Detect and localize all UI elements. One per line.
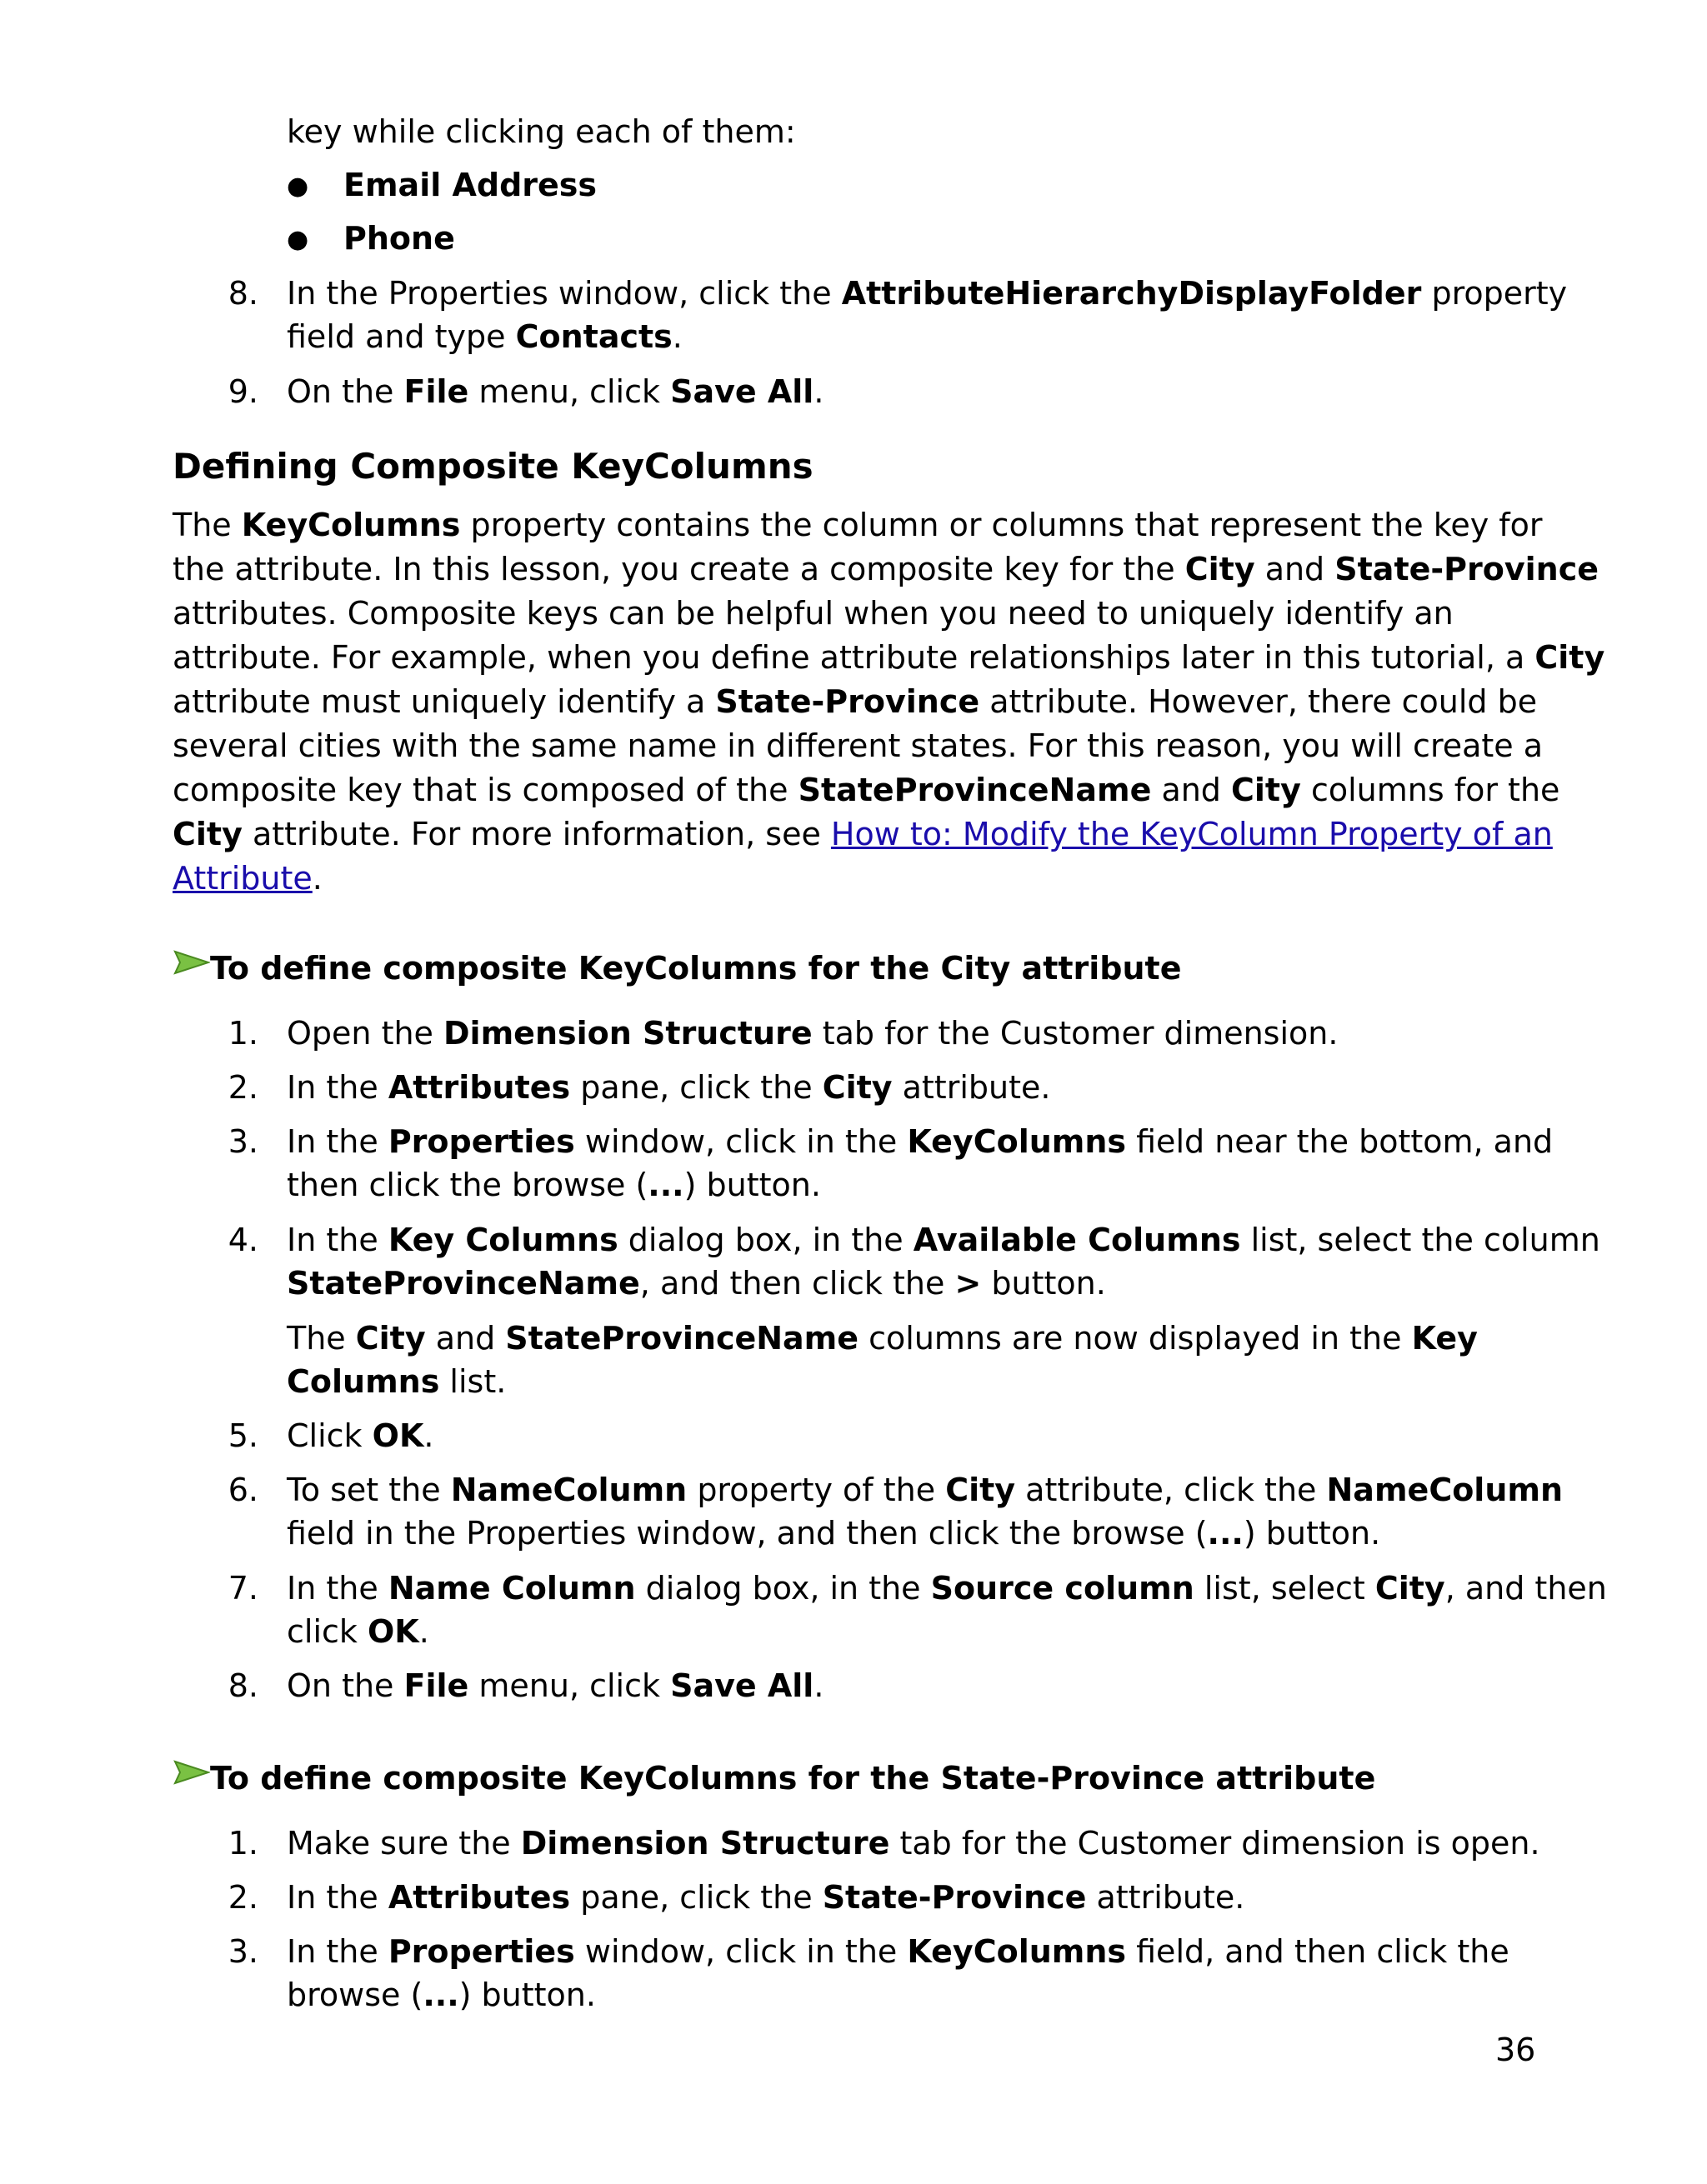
procedure-arrow-icon xyxy=(173,950,210,975)
step-number: 2. xyxy=(228,1069,258,1106)
step-note: Columns list. xyxy=(287,1363,507,1400)
step-text: Click OK. xyxy=(287,1417,434,1454)
step-text: In the Attributes pane, click the State-Province attribute. xyxy=(287,1879,1245,1916)
step-text: In the Properties window, click the AttributeHierarchyDisplayFolder property xyxy=(287,275,1568,312)
step-number: 9. xyxy=(228,373,258,410)
step-text: then click the browse (...) button. xyxy=(287,1167,821,1203)
step-text: field in the Properties window, and then click the browse (...) button. xyxy=(287,1515,1381,1552)
step-text: click OK. xyxy=(287,1613,429,1650)
step-text: On the File menu, click Save All. xyxy=(287,373,824,410)
step-text: field and type Contacts. xyxy=(287,318,683,355)
step-note: The City and StateProvinceName columns are now displayed in the Key xyxy=(287,1320,1478,1357)
step-text: In the Properties window, click in the KeyColumns field, and then click the xyxy=(287,1933,1509,1970)
paragraph-line: attribute. For example, when you define attribute relationships later in this tutorial, a City xyxy=(173,639,1605,676)
step-text: Open the Dimension Structure tab for the Customer dimension. xyxy=(287,1015,1339,1052)
step-number: 1. xyxy=(228,1825,258,1862)
paragraph-line: attributes. Composite keys can be helpful when you need to uniquely identify an xyxy=(173,595,1454,632)
step-number: 8. xyxy=(228,1667,258,1704)
bullet-item: Email Address xyxy=(343,167,598,203)
bullet-item: Phone xyxy=(343,220,455,257)
step-text: Make sure the Dimension Structure tab for the Customer dimension is open. xyxy=(287,1825,1540,1862)
procedure-heading: To define composite KeyColumns for the State-Province attribute xyxy=(210,1760,1376,1797)
procedure-heading: To define composite KeyColumns for the City attribute xyxy=(210,950,1182,987)
step-text: In the Attributes pane, click the City attribute. xyxy=(287,1069,1051,1106)
bullet-dot: ● xyxy=(287,172,309,201)
step-number: 4. xyxy=(228,1222,258,1258)
help-link-continued[interactable]: Attribute xyxy=(173,860,313,897)
section-heading: Defining Composite KeyColumns xyxy=(173,446,813,487)
step-text: In the Key Columns dialog box, in the Available Columns list, select the column xyxy=(287,1222,1600,1258)
paragraph-line: attribute must uniquely identify a State-Province attribute. However, there could be xyxy=(173,683,1538,720)
page-number: 36 xyxy=(1495,2032,1536,2068)
step-number: 1. xyxy=(228,1015,258,1052)
paragraph-line: Attribute. xyxy=(173,860,323,897)
help-link[interactable]: How to: Modify the KeyColumn Property of an xyxy=(830,816,1553,852)
paragraph-line: composite key that is composed of the StateProvinceName and City columns for the xyxy=(173,772,1560,808)
step-number: 8. xyxy=(228,275,258,312)
paragraph-line: several cities with the same name in different states. For this reason, you will create a xyxy=(173,727,1544,764)
bullet-dot: ● xyxy=(287,225,309,254)
step-number: 3. xyxy=(228,1933,258,1970)
step-number: 5. xyxy=(228,1417,258,1454)
step-text: StateProvinceName, and then click the > button. xyxy=(287,1265,1106,1302)
step-text: On the File menu, click Save All. xyxy=(287,1667,824,1704)
step-text: To set the NameColumn property of the City attribute, click the NameColumn xyxy=(287,1472,1564,1508)
step-text: In the Name Column dialog box, in the Source column list, select City, and then xyxy=(287,1570,1607,1607)
intro-continuation: key while clicking each of them: xyxy=(287,113,796,150)
step-text: In the Properties window, click in the KeyColumns field near the bottom, and xyxy=(287,1123,1554,1160)
paragraph-line: the attribute. In this lesson, you create a composite key for the City and State-Province xyxy=(173,551,1599,587)
paragraph-line: City attribute. For more information, see How to: Modify the KeyColumn Property of an xyxy=(173,816,1553,852)
step-text: browse (...) button. xyxy=(287,1977,596,2013)
step-number: 7. xyxy=(228,1570,258,1607)
step-number: 2. xyxy=(228,1879,258,1916)
step-number: 3. xyxy=(228,1123,258,1160)
step-number: 6. xyxy=(228,1472,258,1508)
procedure-arrow-icon xyxy=(173,1760,210,1785)
paragraph-line: The KeyColumns property contains the column or columns that represent the key for xyxy=(173,507,1543,543)
